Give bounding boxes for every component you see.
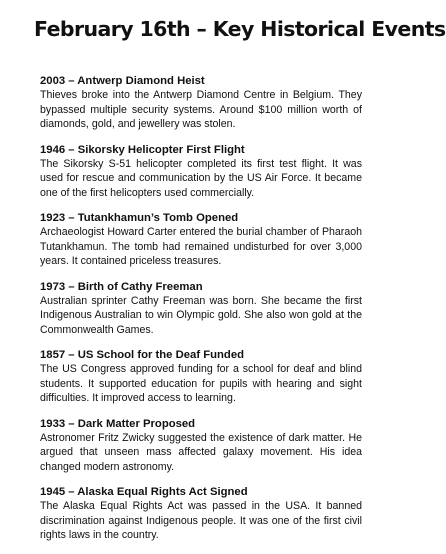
event-description: Archaeologist Howard Carter entered the burial chamber of Pharaoh Tutankhamun. The tomb had remained undisturbed for over 3,000 years. It contained priceless treasures. <box>40 226 362 267</box>
event-heading: 1923 – Tutankhamun’s Tomb Opened <box>40 212 239 224</box>
event-heading: 1945 – Alaska Equal Rights Act Signed <box>40 486 248 498</box>
event-description: The Alaska Equal Rights Act was passed in the USA. It banned discrimination against Indigenous people. It was one of the first civil rights laws in the country. <box>40 500 362 541</box>
event-description: Astronomer Fritz Zwicky suggested the existence of dark matter. He argued that unseen mass affected galaxy movement. His idea changed modern astronomy. <box>40 431 362 473</box>
event-description: The US Congress approved funding for a school for deaf and blind students. It supported education for pupils with hearing and sight difficulties. It improved access to learning. <box>40 363 362 404</box>
event-item <box>40 143 362 201</box>
event-item <box>40 74 362 132</box>
event-description: The Sikorsky S-51 helicopter completed its first test flight. It was used for rescue and communication by the US Air Force. It became one of the first helicopters used commercially. <box>40 157 362 199</box>
event-heading: 1946 – Sikorsky Helicopter First Flight <box>40 143 245 156</box>
event-item <box>40 348 362 406</box>
document-page <box>34 14 446 554</box>
event-heading: 1857 – US School for the Deaf Funded <box>40 349 245 361</box>
event-item <box>40 211 362 269</box>
event-heading: 2003 – Antwerp Diamond Heist <box>40 75 205 87</box>
event-item <box>40 417 362 475</box>
event-description: Australian sprinter Cathy Freeman was born. She became the first Indigenous Australian to win Olympic gold. She also won gold at the Commonwealth Games. <box>40 294 362 336</box>
event-description: Thieves broke into the Antwerp Diamond Centre in Belgium. They bypassed multiple security systems. Around $100 million worth of diamonds, gold, and jewellery was stolen. <box>40 89 362 130</box>
event-heading: 1933 – Dark Matter Proposed <box>40 417 196 430</box>
page-title: February 16th – Key Historical Events <box>34 17 446 41</box>
event-heading: 1973 – Birth of Cathy Freeman <box>40 280 203 293</box>
event-item <box>40 485 362 543</box>
event-item <box>40 280 362 338</box>
